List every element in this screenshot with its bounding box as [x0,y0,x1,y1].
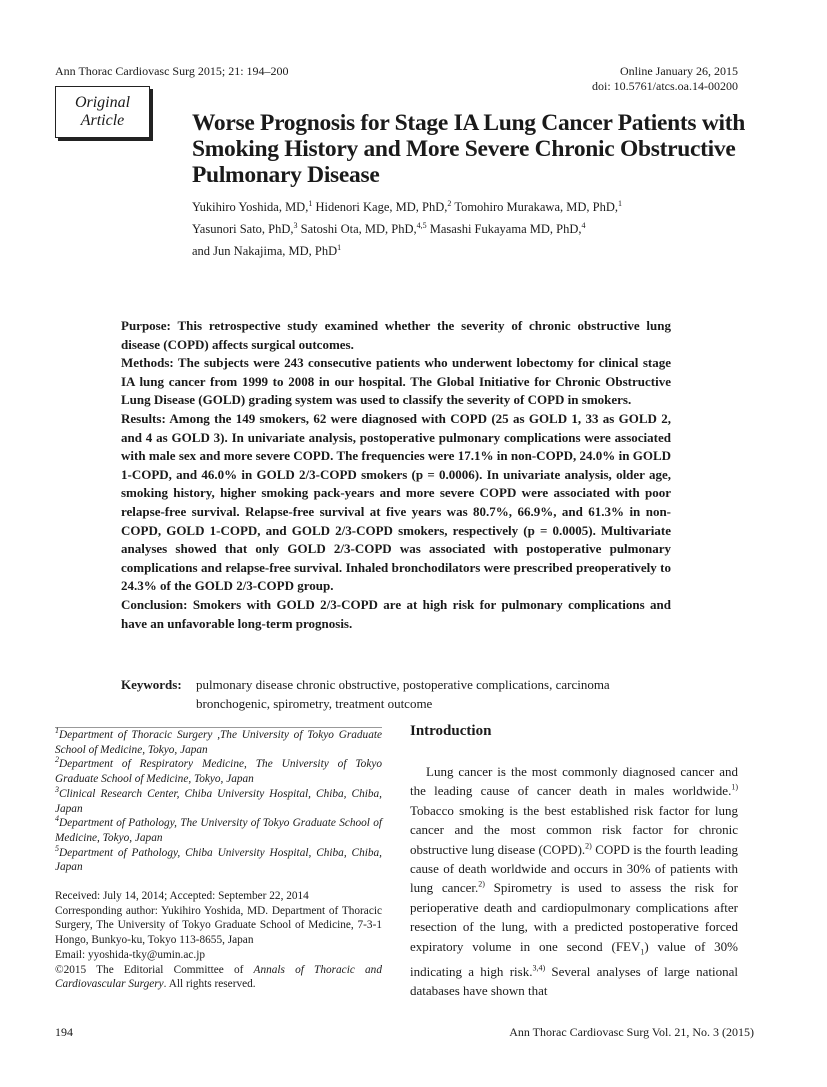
online-date: Online January 26, 2015 [620,64,738,78]
affiliation: $^4$Department of Pathology, The University of Tokyo Graduate School of Medicine, Tokyo, Japan [55,814,382,844]
affiliations [55,728,382,875]
affiliation: $^5$Department of Pathology, Chiba University Hospital, Chiba, Chiba, Japan [55,843,382,874]
author: and Jun Nakajima, MD, PhD$^1$ [192,242,342,258]
affiliation: $^3$Clinical Research Center, Chiba University Hospital, Chiba, Chiba, Japan [55,785,382,815]
author: Yukihiro Yoshida, MD,$^1$ [192,198,313,214]
footer-journal: Ann Thorac Cardiovasc Surg Vol. 21, No. 3 (2015) [509,1025,754,1039]
abstract [121,317,671,633]
author: Hidenori Kage, MD, PhD,$^2$ [315,198,452,214]
corresponding-author: Corresponding author: Yukihiro Yoshida, MD. Department of Thoracic Surgery, The University of Tokyo Graduate School of Medicine, 7-3-1 Hongo, Bunkyo-ku, Tokyo 113-8655, Japan [55,904,382,947]
author-list [192,196,692,262]
affiliation: $^2$Department of Respiratory Medicine, The University of Tokyo Graduate School of Medicine, Tokyo, Japan [55,755,382,786]
article-title: Worse Prognosis for Stage IA Lung Cancer Patients with Smoking History and More Severe Chronic Obstructive Pulmonary Disease [192,110,746,188]
copyright: ©2015 The Editorial Committee of Annals of Thoracic and Cardiovascular Surgery. All rights reserved. [55,963,382,991]
author: Satoshi Ota, MD, PhD,$^{4,5}$ [300,220,427,236]
keywords-label: Keywords: [121,677,182,692]
section-heading: Introduction [410,723,492,739]
badge-line: Article [80,112,125,129]
author: Tomohiro Murakawa, MD, PhD,$^1$ [454,198,623,214]
author: Masashi Fukayama MD, PhD,$^4$ [429,220,586,236]
affiliation: $^1$Department of Thoracic Surgery ,The University of Tokyo Graduate School of Medicine, Tokyo, Japan [55,726,382,756]
article-notes [55,889,382,992]
email[interactable]: Email: yyoshida-tky@umin.ac.jp [55,948,206,961]
keywords-text: pulmonary disease chronic obstructive, postoperative complications, carcinoma bronchogenic, spirometry, treatment outcome [196,677,610,711]
abstract-results: Results: Among the 149 smokers, 62 were diagnosed with COPD (25 as GOLD 1, 33 as GOLD 2, and 4 as GOLD 3). In univariate analysis, postoperative pulmonary complications were associated with male sex and more severe COPD. The frequencies were 17.1% in non-COPD, 24.0% in GOLD 1-COPD, and 46.0% in GOLD 2/3-COPD smokers (p = 0.0006). In univariate analysis, older age, smoking history, higher smoking pack-years and more severe COPD were associated with poor relapse-free survival. Relapse-free survival at five years was 80.7%, 66.9%, and 61.3% in non-COPD, GOLD 1-COPD, and GOLD 2/3-COPD smokers, respectively (p = 0.0005). Multivariate analyses showed that only GOLD 2/3-COPD was associated with postoperative pulmonary complications and relapse-free survival. Inhaled bronchodilators were prescribed preoperatively to 24.3% of the GOLD 2/3-COPD group. [121,410,671,594]
publication-info [592,64,738,94]
keywords [121,675,671,713]
doi: doi: 10.5761/atcs.oa.14-00200 [592,79,738,93]
introduction-text: Lung cancer is the most commonly diagnosed cancer and the leading cause of cancer death in males worldwide.$^{1)}$ Tobacco smoking is the best established risk factor for lung cancer and the most common risk factor for chronic obstructive lung disease (COPD).$^{2)}$ COPD is the fourth leading cause of death worldwide and occurs in 30% of patients with lung cancer.$^{2)}$ Spirometry is used to assess the risk for perioperative death and cardiopulmonary complications after resection of the lung, with a predicted postoperative forced expiratory volume in one second $(FEV_1)$ value of 30% indicating a high risk.$^{3,4)}$ Several analyses of large national databases have shown that [410,764,738,999]
received-dates: Received: July 14, 2014; Accepted: September 22, 2014 [55,890,309,902]
author: Yasunori Sato, PhD,$^3$ [192,220,298,236]
journal-citation: Ann Thorac Cardiovasc Surg 2015; 21: 194–200 [55,64,289,78]
abstract-methods: Methods: The subjects were 243 consecutive patients who underwent lobectomy for clinical stage IA lung cancer from 1999 to 2008 in our hospital. The Global Initiative for Chronic Obstructive Lung Disease (GOLD) grading system was used to classify the severity of COPD in smokers. [121,355,671,408]
badge-line: Original [74,94,131,111]
article-type-badge [55,86,150,138]
abstract-conclusion: Conclusion: Smokers with GOLD 2/3-COPD are at high risk for pulmonary complications and have an unfavorable long-term prognosis. [121,596,671,631]
abstract-purpose: Purpose: This retrospective study examined whether the severity of chronic obstructive lung disease (COPD) affects surgical outcomes. [121,318,671,352]
page-number: 194 [55,1025,73,1039]
